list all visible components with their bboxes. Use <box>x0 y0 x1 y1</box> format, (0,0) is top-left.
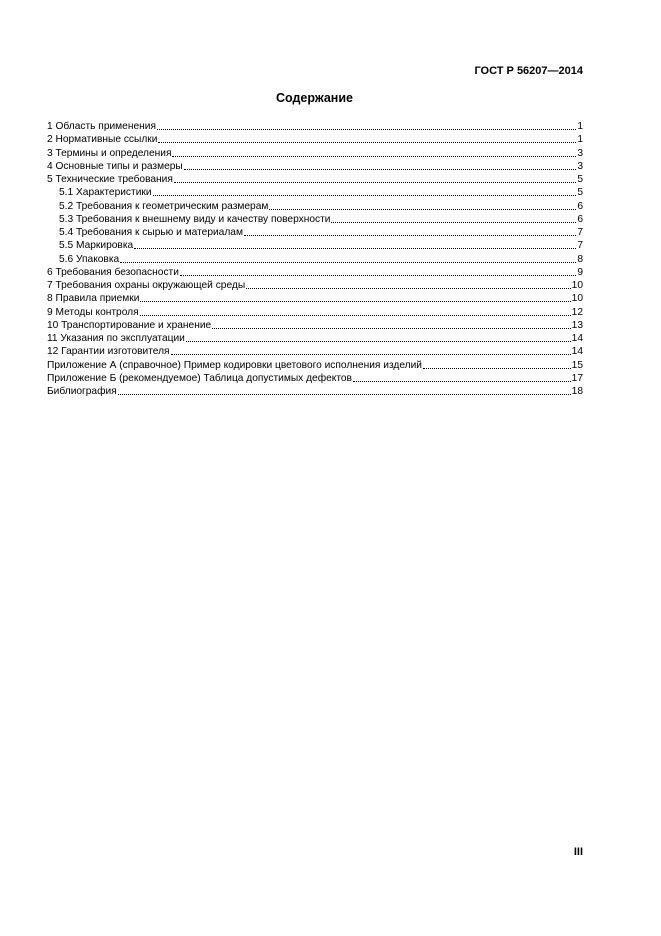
toc-leader-dots <box>157 120 576 130</box>
toc-entry[interactable] <box>47 332 583 345</box>
toc-leader-dots <box>153 186 577 196</box>
toc-entry-page: 3 <box>577 147 583 159</box>
toc-entry-label: 9 Методы контроля <box>47 306 139 318</box>
toc-entry-page: 1 <box>577 134 583 146</box>
toc-entry-label: 1 Область применения <box>47 121 156 132</box>
toc-entry-label: 5.3 Требования к внешнему виду и качеству поверхности <box>59 213 331 225</box>
toc-entry-label: Приложение Б (рекомендуемое) Таблица допустимых дефектов <box>47 372 352 384</box>
toc-entry-label: 3 Термины и определения <box>47 147 172 159</box>
toc-entry-label: 5.2 Требования к геометрическим размерам <box>59 200 269 212</box>
toc-entry-page: 14 <box>571 333 583 344</box>
toc-entry-label: 4 Основные типы и размеры <box>47 160 183 172</box>
toc-entry-page: 10 <box>571 280 583 291</box>
toc-entry-label: 6 Требования безопасности <box>47 266 179 278</box>
page-title: Содержание <box>275 91 353 105</box>
toc-entry-label: 5.5 Маркировка <box>59 240 134 252</box>
toc-entry-label: 7 Требования охраны окружающей среды <box>47 280 246 291</box>
toc-leader-dots <box>246 279 570 289</box>
toc-entry[interactable] <box>47 306 583 319</box>
toc-entry[interactable] <box>47 147 583 160</box>
toc-entry[interactable] <box>47 239 583 252</box>
toc-entry-label: 5.1 Характеристики <box>59 187 152 199</box>
toc-leader-dots <box>118 385 571 395</box>
page-number: III <box>573 846 583 858</box>
toc-entry-page: 10 <box>571 293 583 305</box>
toc-entry[interactable] <box>47 292 583 305</box>
toc-leader-dots <box>353 372 571 382</box>
toc-entry[interactable] <box>47 173 583 186</box>
toc-entry-label: Приложение А (справочное) Пример кодировки цветового исполнения изделий <box>47 359 422 371</box>
toc-entry[interactable] <box>47 226 583 239</box>
toc-entry-label: 10 Транспортирование и хранение <box>47 319 212 331</box>
toc-entry-page: 12 <box>571 306 583 318</box>
toc-entry-page: 14 <box>571 346 583 358</box>
toc-leader-dots <box>158 133 576 143</box>
toc-entry-page: 15 <box>571 359 583 371</box>
toc-entry-page: 7 <box>577 227 583 238</box>
toc-leader-dots <box>140 306 571 316</box>
toc-leader-dots <box>186 332 571 342</box>
toc-entry[interactable] <box>47 253 583 266</box>
toc-entry-label: 5.4 Требования к сырью и материалам <box>59 227 243 238</box>
toc-entry[interactable] <box>47 133 583 146</box>
toc-entry-page: 3 <box>577 160 583 172</box>
toc-entry-label: 8 Правила приемки <box>47 293 140 305</box>
toc-entry[interactable] <box>47 345 583 358</box>
toc-leader-dots <box>423 359 571 369</box>
toc-entry-label: Библиография <box>47 386 117 397</box>
toc-leader-dots <box>134 239 576 249</box>
toc-entry[interactable] <box>47 385 583 398</box>
toc-entry-page: 5 <box>577 187 583 199</box>
toc-entry-label: 5.6 Упаковка <box>59 253 120 265</box>
toc-leader-dots <box>171 345 571 355</box>
toc-leader-dots <box>184 160 577 170</box>
toc-entry-page: 6 <box>577 200 583 212</box>
toc-entry[interactable] <box>47 266 583 279</box>
toc-entry-page: 6 <box>577 213 583 225</box>
toc-entry-label: 2 Нормативные ссылки <box>47 134 158 146</box>
table-of-contents <box>47 120 583 398</box>
document-code: ГОСТ Р 56207—2014 <box>474 65 583 77</box>
toc-leader-dots <box>140 292 570 302</box>
toc-entry-page: 5 <box>577 174 583 185</box>
toc-entry[interactable] <box>47 319 583 332</box>
toc-entry-page: 1 <box>577 121 583 132</box>
toc-entry-label: 5 Технические требования <box>47 174 173 185</box>
toc-leader-dots <box>174 173 576 183</box>
toc-entry-page: 8 <box>577 253 583 265</box>
toc-leader-dots <box>269 200 576 210</box>
toc-leader-dots <box>244 226 576 236</box>
toc-entry-label: 11 Указания по эксплуатации <box>47 333 185 344</box>
toc-leader-dots <box>172 147 576 157</box>
toc-leader-dots <box>180 266 576 276</box>
toc-leader-dots <box>212 319 570 329</box>
toc-entry-page: 13 <box>571 319 583 331</box>
toc-entry[interactable] <box>47 372 583 385</box>
toc-entry-page: 18 <box>571 386 583 397</box>
toc-entry[interactable] <box>47 279 583 292</box>
toc-entry[interactable] <box>47 186 583 199</box>
toc-entry[interactable] <box>47 359 583 372</box>
toc-entry-page: 17 <box>571 372 583 384</box>
toc-leader-dots <box>331 213 576 223</box>
toc-entry[interactable] <box>47 160 583 173</box>
toc-entry[interactable] <box>47 213 583 226</box>
toc-entry-page: 9 <box>577 266 583 278</box>
toc-entry-label: 12 Гарантии изготовителя <box>47 346 170 358</box>
toc-entry[interactable] <box>47 120 583 133</box>
toc-leader-dots <box>120 253 576 263</box>
toc-entry[interactable] <box>47 200 583 213</box>
toc-entry-page: 7 <box>577 240 583 252</box>
